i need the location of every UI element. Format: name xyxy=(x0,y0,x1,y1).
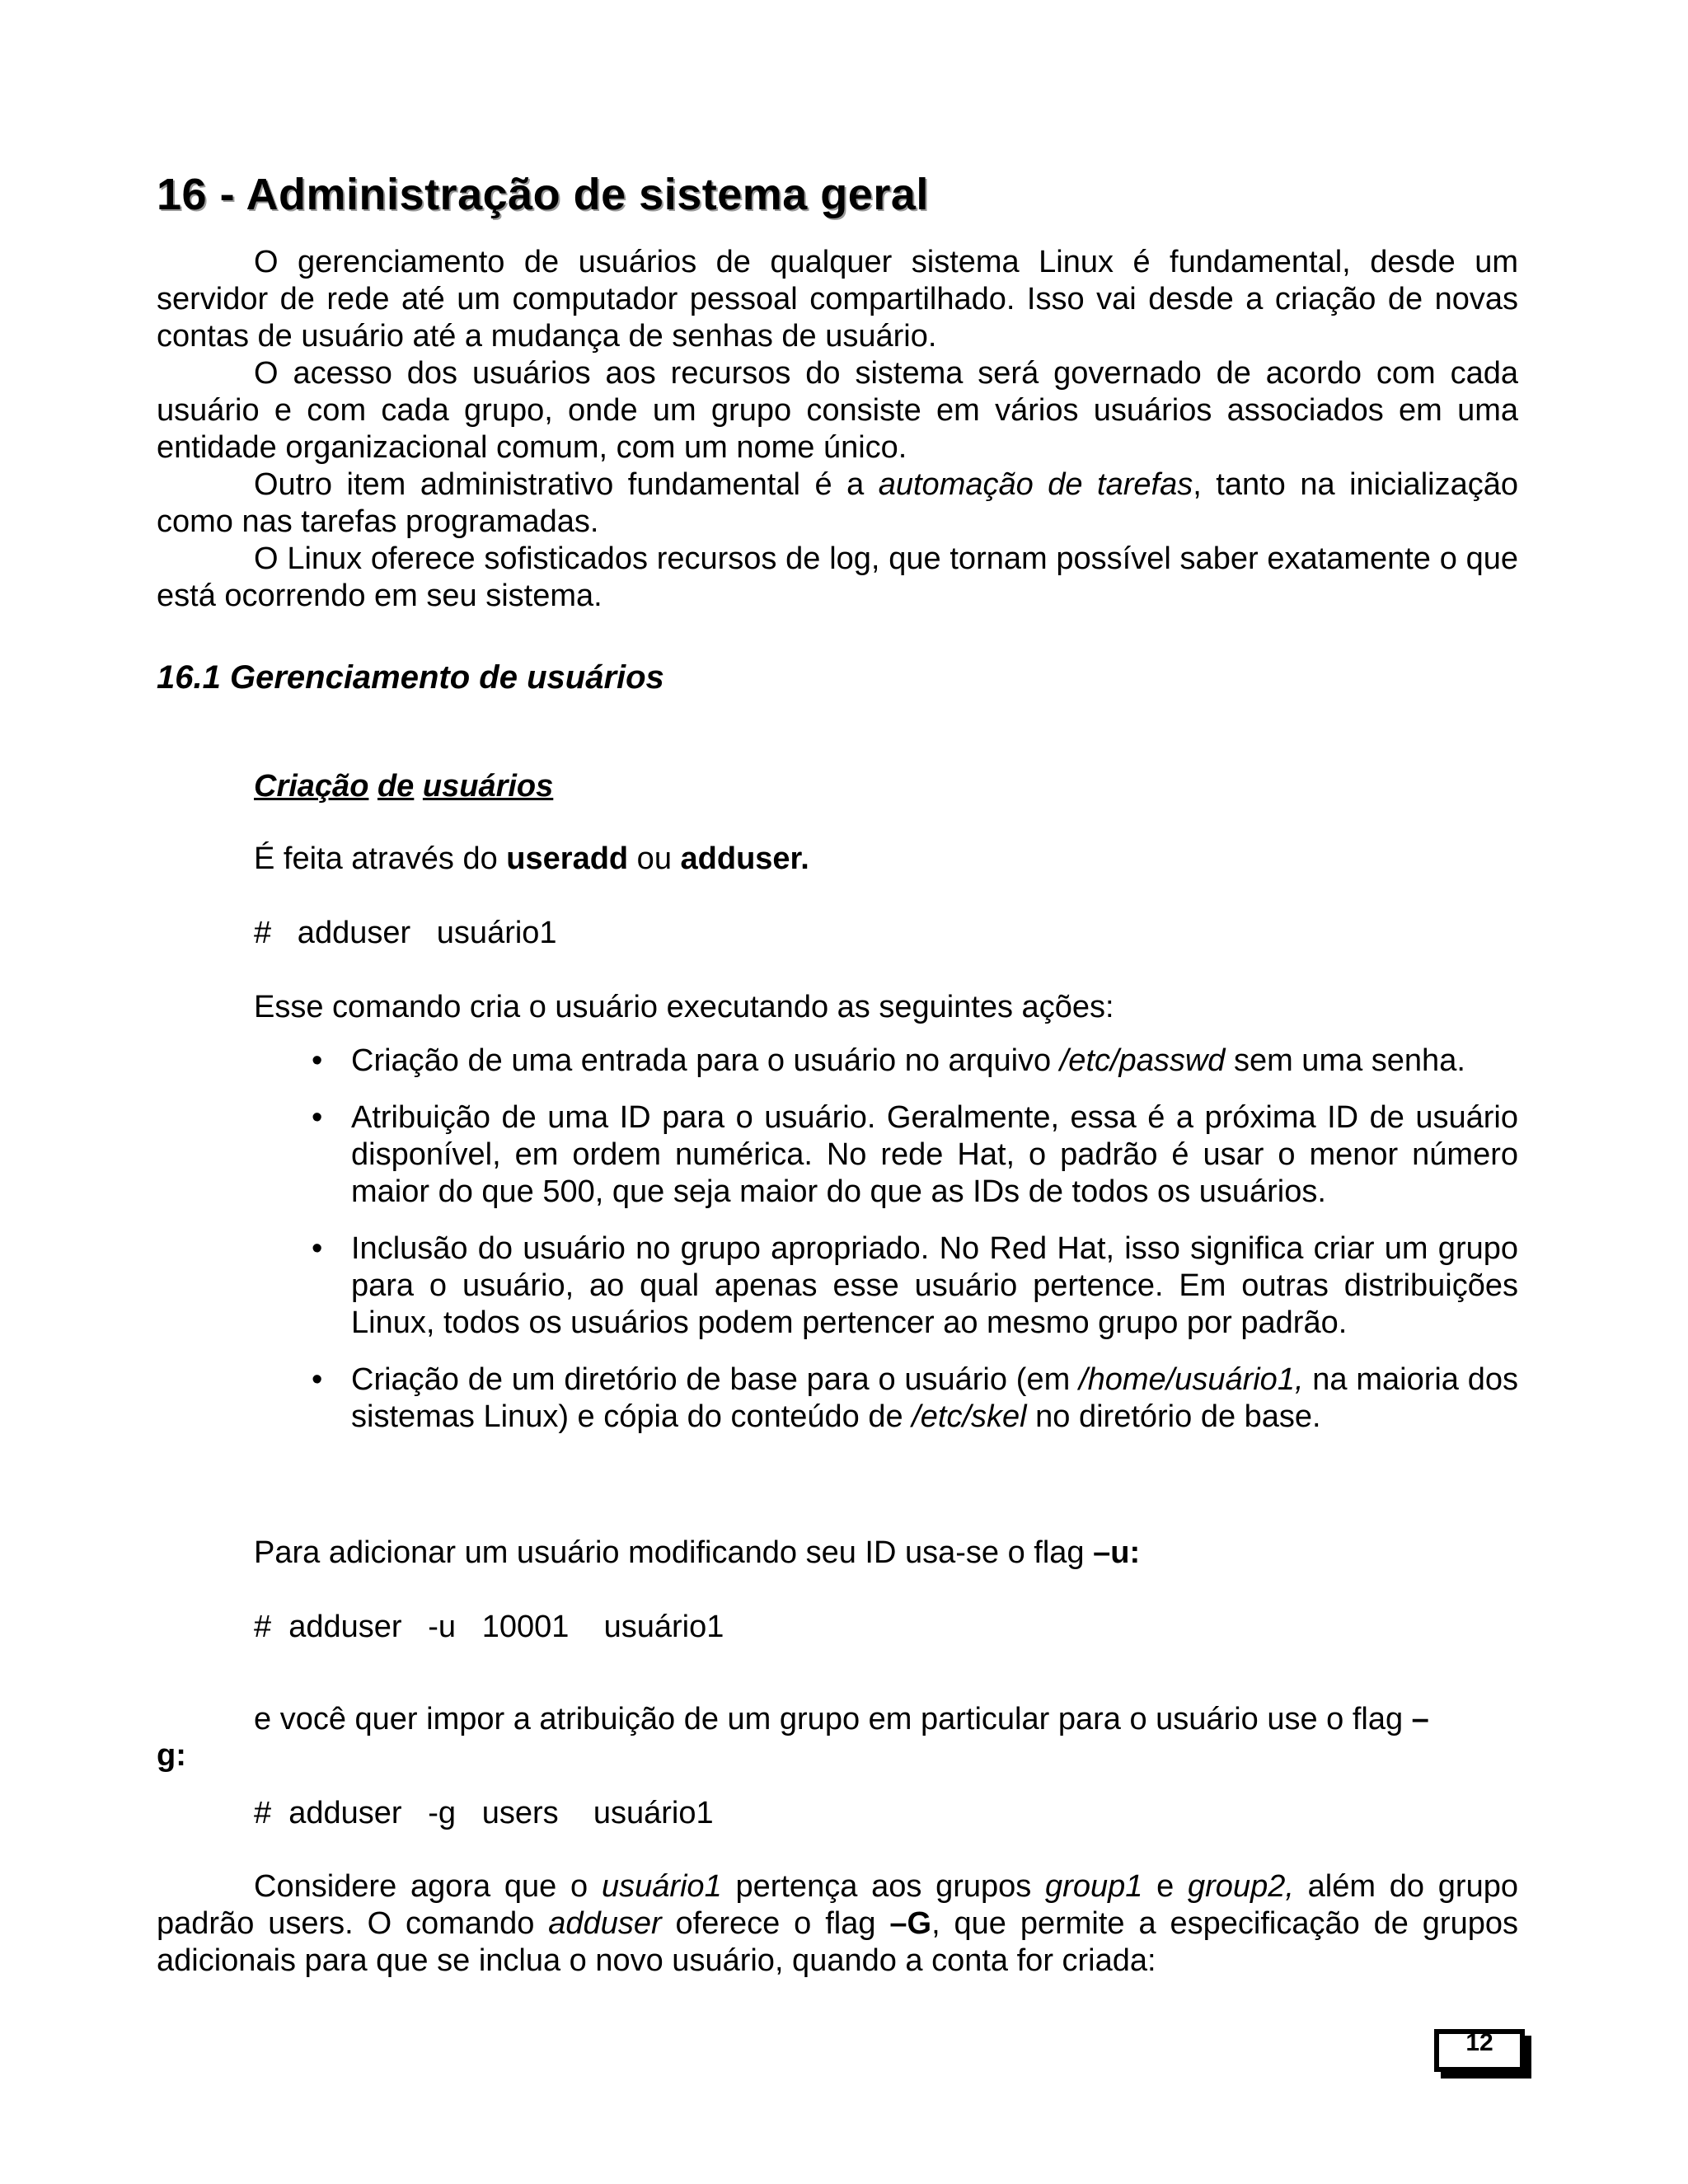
intro-paragraph-2 xyxy=(157,355,1518,466)
page-number: 12 xyxy=(1465,2029,1493,2056)
flag-g-text: e você quer impor a atribuição de um grupo em particular para o usuário use o flag xyxy=(254,1702,1412,1736)
final-text-3: pertença aos grupos xyxy=(721,1869,1046,1904)
intro-paragraph-4 xyxy=(157,541,1518,615)
intro-paragraph-1 xyxy=(157,244,1518,355)
bullet-icon: • xyxy=(312,1231,323,1266)
list-item xyxy=(254,1099,1518,1211)
final-text-1: Considere agora que o xyxy=(254,1869,602,1904)
home-path: /home/usuário1, xyxy=(1079,1362,1304,1397)
intro-text-4: O Linux oferece sofisticados recursos de log, que tornam possível saber exatamente o que está ocorrendo em seu sistema. xyxy=(157,541,1518,613)
final-text-5: e xyxy=(1142,1869,1189,1904)
intro-paragraph-3 xyxy=(157,466,1518,541)
flag-u-text: Para adicionar um usuário modificando seu ID usa-se o flag xyxy=(254,1535,1094,1570)
section-heading: 16.1 Gerenciamento de usuários xyxy=(157,659,664,696)
page-number-box xyxy=(1434,2029,1525,2072)
list-item xyxy=(254,1043,1518,1080)
bullet-text: Atribuição de uma ID para o usuário. Geralmente, essa é a próxima ID de usuário disponível, em ordem numérica. No rede Hat, o padrão é usar o menor número maior do que 500, que seja maior do que as IDs de todos os usuários. xyxy=(351,1100,1518,1209)
intro-text-1: O gerenciamento de usuários de qualquer sistema Linux é fundamental, desde um servidor de rede até um computador pessoal compartilhado. Isso vai desde a criação de novas contas de usuário até a mudança de senhas de usuário. xyxy=(157,245,1518,354)
final-text-9: oferece o flag xyxy=(661,1906,890,1941)
actions-list xyxy=(254,1043,1518,1455)
command-example-3: # adduser -g users usuário1 xyxy=(254,1796,714,1830)
intro-text-3a: Outro item administrativo fundamental é a xyxy=(254,467,879,502)
final-paragraph xyxy=(157,1868,1518,1980)
subsection-word-2: de xyxy=(377,769,415,804)
chapter-heading: 16 - Administração de sistema geral xyxy=(157,170,929,219)
useradd-command: useradd xyxy=(506,841,629,876)
skel-path: /etc/skel xyxy=(912,1399,1027,1434)
made-by-line xyxy=(254,841,809,878)
bullet-text-end: no diretório de base. xyxy=(1026,1399,1321,1434)
list-item xyxy=(254,1361,1518,1436)
bullet-icon: • xyxy=(312,1100,323,1135)
final-user: usuário1 xyxy=(601,1869,722,1904)
final-text-11: , que permite a especificação de grupos adicionais para que se inclua o novo usuário, quando a conta for criada: xyxy=(157,1906,1518,1978)
bullet-text-end: sem uma senha. xyxy=(1225,1043,1465,1078)
subsection-heading xyxy=(254,769,553,804)
adduser-command: adduser. xyxy=(680,841,809,876)
flag-g-dash: – xyxy=(1411,1702,1429,1736)
actions-intro: Esse comando cria o usuário executando as seguintes ações: xyxy=(254,990,1114,1024)
subsection-word-1: Criação xyxy=(254,769,369,804)
final-adduser: adduser xyxy=(548,1906,662,1941)
command-example-1: # adduser usuário1 xyxy=(254,916,557,950)
final-group1: group1 xyxy=(1045,1869,1143,1904)
bullet-text: Criação de um diretório de base para o usuário (em xyxy=(351,1362,1080,1397)
flag-u-line xyxy=(254,1535,1140,1572)
made-by-or: ou xyxy=(628,841,681,876)
bullet-text: Inclusão do usuário no grupo apropriado. No Red Hat, isso significa criar um grupo para o usuário, ao qual apenas esse usuário pertence. Em outras distribuições Linux, todos os usuários podem pertencer ao mesmo grupo por padrão. xyxy=(351,1231,1518,1340)
passwd-path: /etc/passwd xyxy=(1059,1043,1226,1078)
made-by-text: É feita através do xyxy=(254,841,507,876)
bullet-icon: • xyxy=(312,1043,323,1078)
intro-text-3b: , tanto na inicialização como nas tarefas programadas. xyxy=(157,467,1518,539)
list-item xyxy=(254,1230,1518,1342)
subsection-word-3: usuários xyxy=(422,769,554,804)
flag-u: –u: xyxy=(1093,1535,1141,1570)
command-example-2: # adduser -u 10001 usuário1 xyxy=(254,1610,724,1644)
intro-text-2: O acesso dos usuários aos recursos do sistema será governado de acordo com cada usuário e com cada grupo, onde um grupo consiste em vários usuários associados em uma entidade organizacional comum, com um nome único. xyxy=(157,356,1518,465)
automation-term: automação de tarefas xyxy=(878,467,1193,502)
bullet-icon: • xyxy=(312,1362,323,1397)
flag-g-line xyxy=(254,1701,1518,1738)
bullet-text: Criação de uma entrada para o usuário no arquivo xyxy=(351,1043,1060,1078)
bullet-text-mid: na maioria dos sistemas Linux) e cópia do conteúdo de xyxy=(351,1362,1518,1434)
final-text-7: além do grupo padrão users. O comando xyxy=(157,1869,1518,1941)
final-group2: group2, xyxy=(1188,1869,1294,1904)
final-flag-G: –G xyxy=(889,1906,932,1941)
flag-g-continuation: g: xyxy=(157,1738,186,1773)
